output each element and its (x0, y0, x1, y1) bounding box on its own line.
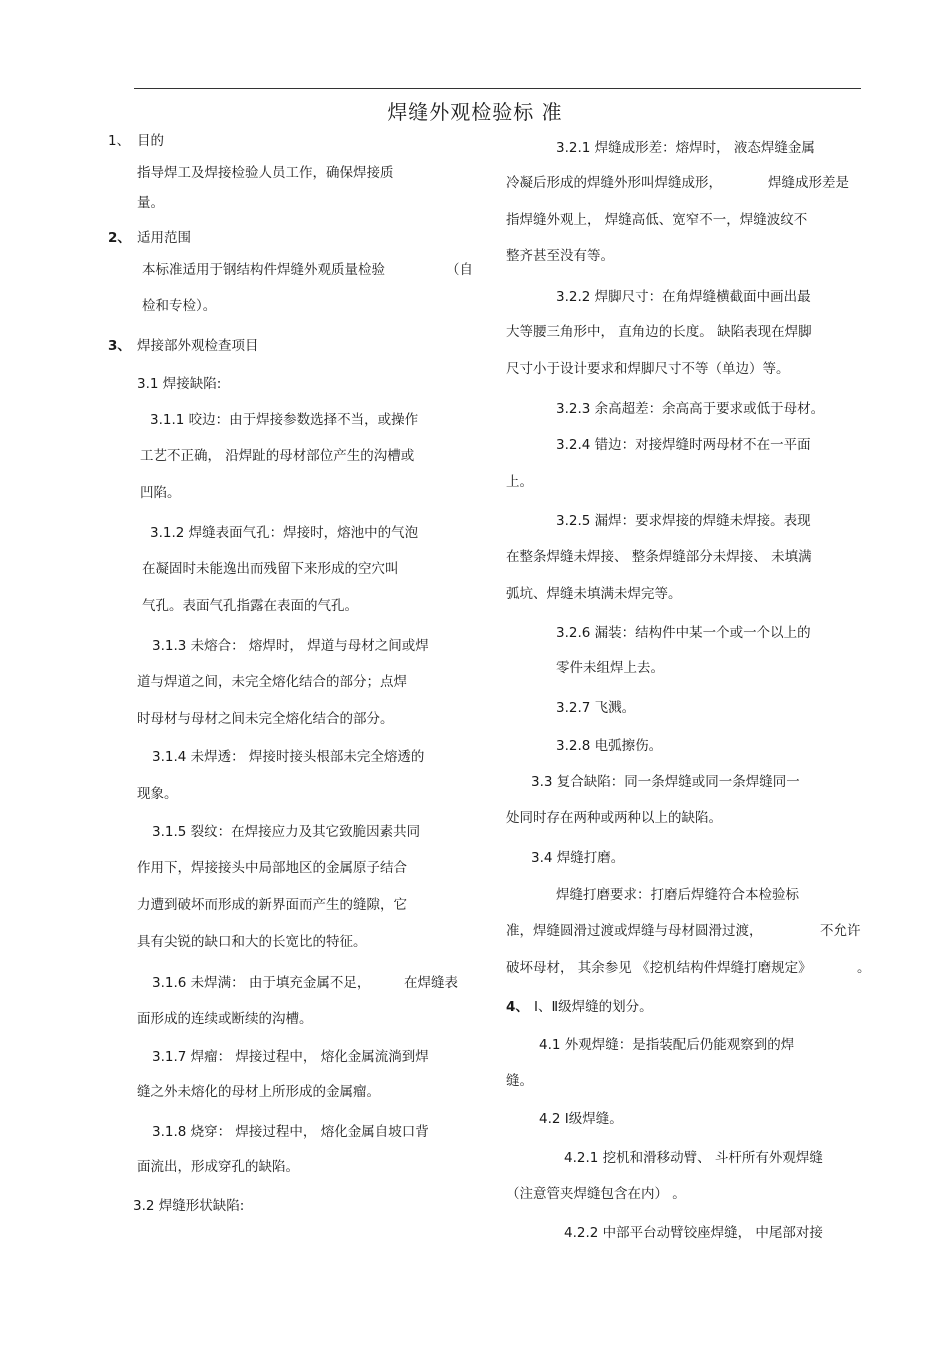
paragraph-line: 工艺不正确， 沿焊趾的母材部位产生的沟槽或 (140, 448, 415, 464)
paragraph-line: 3.1.5 裂纹：在焊接应力及其它致脆因素共同 (152, 824, 421, 840)
paragraph-line: 尺寸小于设计要求和焊脚尺寸不等（单边）等。 (506, 361, 790, 377)
paragraph-line: 作用下，焊接接头中局部地区的金属原子结合 (137, 860, 407, 876)
paragraph-line: 。 (857, 960, 871, 976)
paragraph-line: 准，焊缝圆滑过渡或焊缝与母材圆滑过渡， (506, 923, 763, 939)
paragraph-line: 3.1.3 未熔合： 熔焊时， 焊道与母材之间或焊 (152, 638, 429, 654)
paragraph-line: 缝之外未熔化的母材上所形成的金属瘤。 (137, 1084, 380, 1100)
paragraph-line: 上。 (506, 474, 533, 490)
paragraph-line: 焊缝打磨要求：打磨后焊缝符合本检验标 (556, 887, 799, 903)
paragraph-line: 3.1.7 焊瘤： 焊接过程中， 熔化金属流淌到焊 (152, 1049, 429, 1065)
paragraph-line: 现象。 (137, 786, 178, 802)
paragraph-line: 4.2.1 挖机和滑移动臂、 斗杆所有外观焊缝 (564, 1150, 823, 1166)
paragraph-line: 道与焊道之间，未完全熔化结合的部分；点焊 (137, 674, 407, 690)
paragraph-line: 3.2.5 漏焊：要求焊接的焊缝未焊接。表现 (556, 513, 811, 529)
paragraph-line: 检和专检）。 (142, 298, 217, 314)
paragraph-line: 3.1.6 未焊满： 由于填充金属不足， (152, 975, 371, 991)
paragraph-line: 3.2.6 漏装：结构件中某一个或一个以上的 (556, 625, 811, 641)
paragraph-line: 大等腰三角形中， 直角边的长度。 缺陷表现在焊脚 (506, 324, 812, 340)
paragraph-line: 破坏母材， 其余参见 《挖机结构件焊缝打磨规定》 (506, 960, 812, 976)
paragraph-line: 指焊缝外观上， 焊缝高低、宽窄不一，焊缝波纹不 (506, 212, 808, 228)
paragraph-line: （自 (446, 262, 473, 278)
paragraph-line: 面流出，形成穿孔的缺陷。 (137, 1159, 299, 1175)
paragraph-line: 3.2.1 焊缝成形差：熔焊时， 液态焊缝金属 (556, 140, 815, 156)
paragraph-line: 具有尖锐的缺口和大的长宽比的特征。 (137, 934, 367, 950)
paragraph-line: 3.2.3 余高超差：余高高于要求或低于母材。 (556, 401, 825, 417)
section-1-title: 目的 (137, 133, 164, 149)
paragraph-line: 3.1.4 未焊透： 焊接时接头根部未完全熔透的 (152, 749, 425, 765)
paragraph-line: 焊缝成形差是 (768, 175, 849, 191)
paragraph-line: 零件未组焊上去。 (556, 660, 664, 676)
paragraph-line: 整齐甚至没有等。 (506, 248, 614, 264)
section-1-number: 1、 (108, 133, 131, 149)
paragraph-line: 不允许 (820, 923, 861, 939)
paragraph-line: 4.1 外观焊缝：是指装配后仍能观察到的焊 (539, 1037, 795, 1053)
subsection-heading: 3.2 焊缝形状缺陷: (133, 1198, 245, 1214)
subsection-heading: 4.2 Ⅰ级焊缝。 (539, 1111, 623, 1127)
paragraph-line: 3.1.2 焊缝表面气孔：焊接时，熔池中的气泡 (150, 525, 419, 541)
paragraph-line: 面形成的连续或断续的沟槽。 (137, 1011, 313, 1027)
section-3-title: 焊接部外观检查项目 (137, 338, 259, 354)
section-3-number: 3、 (108, 338, 131, 354)
paragraph-line: 3.2.2 焊脚尺寸：在角焊缝横截面中画出最 (556, 289, 811, 305)
paragraph-line: 3.3 复合缺陷：同一条焊缝或同一条焊缝同一 (531, 774, 800, 790)
subsection-heading: 3.4 焊缝打磨。 (531, 850, 625, 866)
paragraph-line: 3.1.8 烧穿： 焊接过程中， 熔化金属自坡口背 (152, 1124, 429, 1140)
paragraph-line: 气孔。表面气孔指露在表面的气孔。 (142, 598, 358, 614)
section-2-number: 2、 (108, 230, 131, 246)
section-4-title: Ⅰ、Ⅱ级焊缝的划分。 (534, 999, 653, 1015)
header-rule (134, 88, 861, 89)
paragraph-line: 时母材与母材之间未完全熔化结合的部分。 (137, 711, 394, 727)
section-4-number: 4、 (506, 999, 529, 1015)
paragraph-line: 指导焊工及焊接检验人员工作，确保焊接质 (137, 165, 394, 181)
paragraph-line: 凹陷。 (140, 485, 181, 501)
paragraph-line: 3.2.8 电弧擦伤。 (556, 738, 663, 754)
document-title: 焊缝外观检验标 准 (387, 100, 563, 124)
paragraph-line: 处同时存在两种或两种以上的缺陷。 (506, 810, 722, 826)
subsection-heading: 3.1 焊接缺陷: (137, 376, 222, 392)
paragraph-line: 3.2.4 错边：对接焊缝时两母材不在一平面 (556, 437, 811, 453)
paragraph-line: 本标准适用于钢结构件焊缝外观质量检验 (142, 262, 385, 278)
paragraph-line: （注意管夹焊缝包含在内） 。 (506, 1186, 686, 1202)
paragraph-line: 在整条焊缝未焊接、 整条焊缝部分未焊接、 未填满 (506, 549, 812, 565)
paragraph-line: 在凝固时未能逸出而残留下来形成的空穴叫 (142, 561, 399, 577)
paragraph-line: 力遭到破坏而形成的新界面而产生的缝隙，它 (137, 897, 407, 913)
paragraph-line: 4.2.2 中部平台动臂铰座焊缝， 中尾部对接 (564, 1225, 823, 1241)
paragraph-line: 弧坑、焊缝未填满未焊完等。 (506, 586, 682, 602)
paragraph-line: 3.2.7 飞溅。 (556, 700, 636, 716)
paragraph-line: 量。 (137, 195, 164, 211)
paragraph-line: 缝。 (506, 1073, 533, 1089)
section-2-title: 适用范围 (137, 230, 191, 246)
paragraph-line: 3.1.1 咬边：由于焊接参数选择不当，或操作 (150, 412, 419, 428)
paragraph-line: 在焊缝表 (404, 975, 458, 991)
paragraph-line: 冷凝后形成的焊缝外形叫焊缝成形， (506, 175, 722, 191)
